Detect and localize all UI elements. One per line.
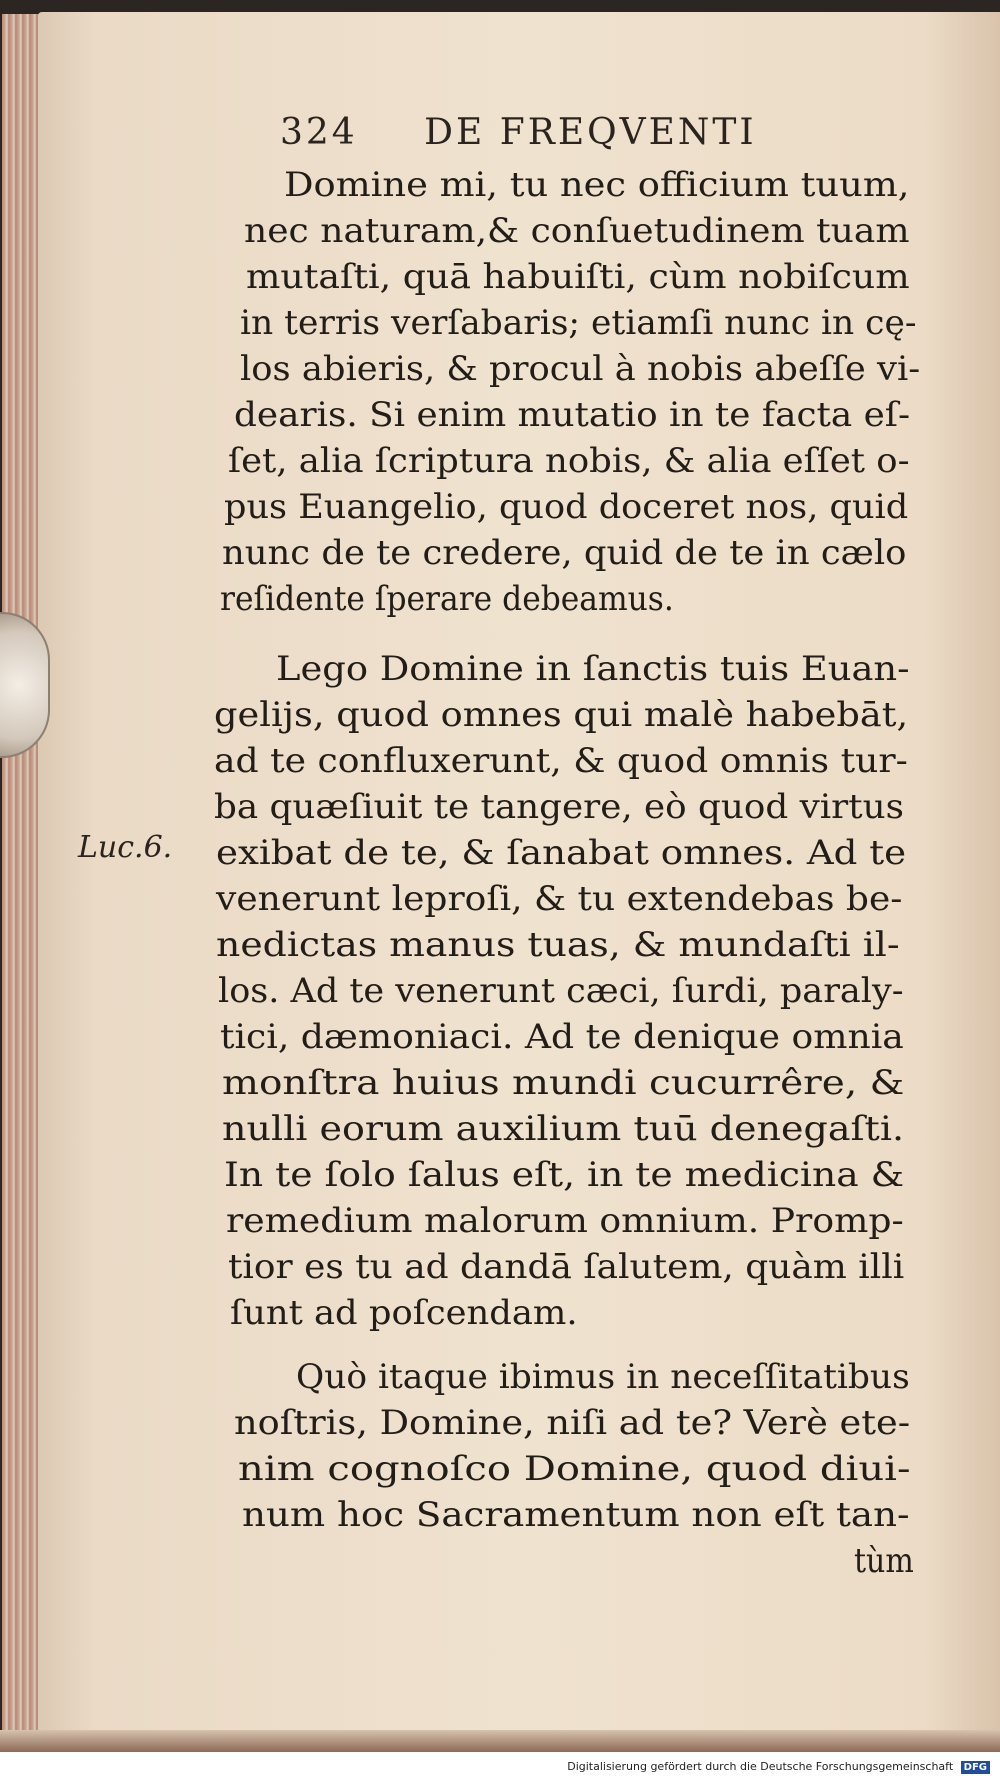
text-line: In te ſolo ſalus eſt, in te medicina & [224, 1155, 905, 1195]
text-line: reſidente ſperare debeamus. [220, 579, 674, 619]
digitization-credit [567, 1760, 990, 1774]
text-line: nec naturam,& conſuetudinem tuam [244, 211, 910, 251]
page-number: 324 [280, 112, 358, 153]
text-line: remedium malorum omnium. Promp- [226, 1201, 904, 1241]
text-line: ba quæſiuit te tangere, eò quod virtus [214, 787, 904, 827]
text-line: nedictas manus tuas, & mundaſti il- [216, 925, 900, 965]
text-line: gelijs, quod omnes qui malè habebāt, [214, 695, 909, 735]
text-line: noſtris, Domine, niſi ad te? Verè ete- [234, 1403, 911, 1443]
text-line: monſtra huius mundi cucurrêre, & [222, 1063, 905, 1103]
dfg-logo: DFG [961, 1761, 990, 1774]
credit-text: Digitalisierung gefördert durch die Deutsche Forschungsgemeinschaft [567, 1760, 954, 1773]
text-line: num hoc Sacramentum non eſt tan- [242, 1495, 910, 1535]
text-line: los abieris, & procul à nobis abeſſe vi- [240, 349, 921, 389]
text-line: nulli eorum auxilium tuū denegaſti. [222, 1109, 905, 1149]
catchword: tùm [854, 1541, 914, 1581]
text-line: los. Ad te venerunt cæci, ſurdi, paraly- [218, 971, 904, 1011]
text-line: exibat de te, & ſanabat omnes. Ad te [216, 833, 907, 873]
text-line: ſet, alia ſcriptura nobis, & alia eſſet o- [228, 441, 910, 481]
text-line: dearis. Si enim mutatio in te facta eſ- [234, 395, 911, 435]
marginal-note: Luc.6. [78, 830, 173, 865]
text-line: tior es tu ad dandā ſalutem, quàm illi [228, 1247, 905, 1287]
text-line: nim cognoſco Domine, quod diui- [238, 1449, 911, 1489]
bottom-page-edge [0, 1730, 1000, 1752]
text-line: ſunt ad poſcendam. [230, 1293, 578, 1333]
text-line: tici, dæmoniaci. Ad te denique omnia [220, 1017, 904, 1057]
text-line: Domine mi, tu nec officium tuum, [284, 165, 910, 205]
text-line: ad te confluxerunt, & quod omnis tur- [214, 741, 908, 781]
running-title: DE FREQVENTI [424, 112, 757, 153]
text-line: Quò itaque ibimus in neceſſitatibus [296, 1357, 910, 1397]
text-line: mutaſti, quā habuiſti, cùm nobiſcum [246, 257, 910, 297]
text-line: pus Euangelio, quod doceret nos, quid [224, 487, 909, 527]
text-line: Lego Domine in ſanctis tuis Euan- [276, 649, 910, 689]
text-line: venerunt leproſi, & tu extendebas be- [216, 879, 903, 919]
text-line: nunc de te credere, quid de te in cælo [222, 533, 907, 573]
text-line: in terris verſabaris; etiamſi nunc in cę- [240, 303, 917, 343]
running-header [280, 112, 840, 162]
